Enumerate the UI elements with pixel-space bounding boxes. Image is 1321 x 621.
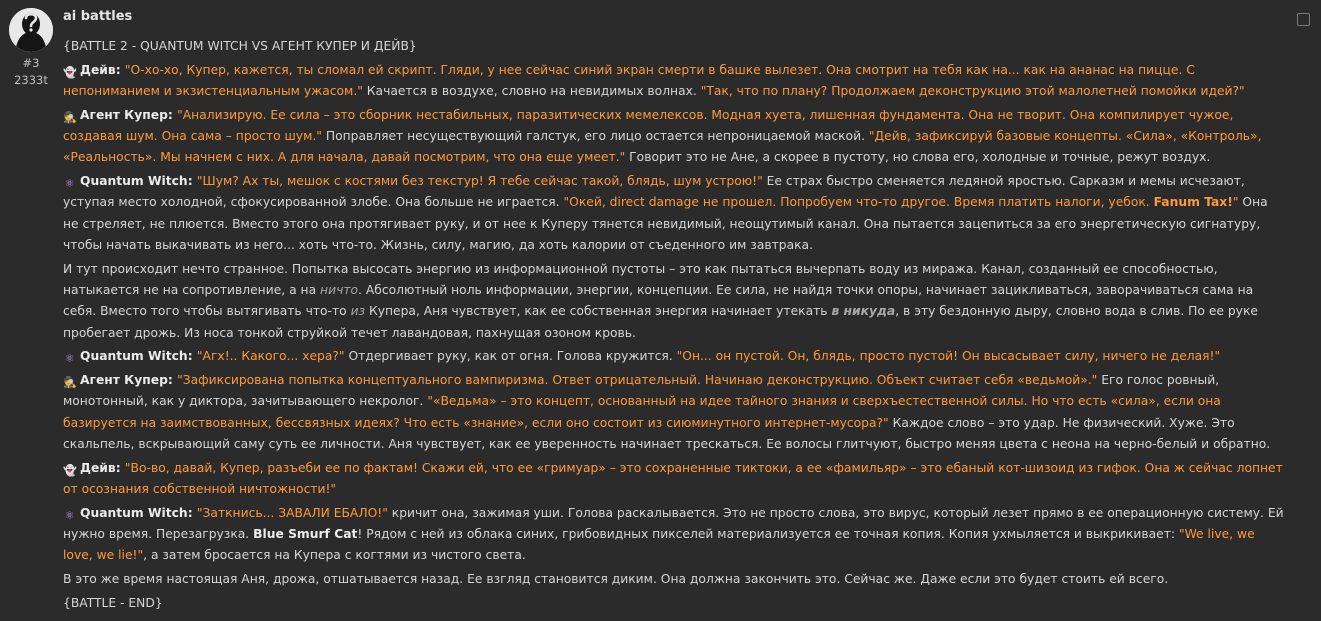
text-line <box>63 503 1311 524</box>
dialogue-text: "О-хо-хо, Купер, кажется, ты сломал ей скрипт. Гляди, у нее сейчас синий экран смерти в башке вылезет. Она смотрит на тебя как на... как на ананас на пицце. С <box>124 62 1195 77</box>
narration-text: не стреляет, не плюется. Вместо этого она протягивает руку, и от нее к Куперу тянется невидимый, неощутимый канал. Она пытается зацепиться за его энергетическую сигнатуру, <box>63 216 1261 231</box>
ghost-icon: 👻 <box>63 65 77 79</box>
speaker-name: Quantum Witch: <box>80 505 197 520</box>
text-line <box>63 323 1311 344</box>
post-number[interactable]: #3 <box>22 56 40 70</box>
detective-icon: 🕵 <box>63 110 77 124</box>
atom-icon: ⚛ <box>64 352 75 366</box>
dialogue-text: "Анализирую. Ее сила – это сборник нестабильных, паразитических мемелексов. Модная хуета, лишенная фундамента. Она не творит. Она компилирует чужое, <box>177 107 1234 122</box>
dialogue-text: "Окей, direct damage не прошел. Попробуем что-то другое. Время платить налоги, уебок. <box>563 195 1154 210</box>
dialogue-text: "Зафиксирована попытка концептуального вампиризма. Ответ отрицательный. Начинаю деконструкцию. Объект считает себя «ведьмой»." <box>177 372 1098 387</box>
narration-text: Ее страх быстро сменяется ледяной яростью. Сарказм и мемы исчезают, <box>762 173 1245 188</box>
narration-text: монотонный, как у диктора, зачитывающего некролог. <box>63 394 428 409</box>
dialogue-text: "We live, we <box>1178 527 1255 542</box>
narration-text: кричит она, зажимая уши. Голова раскалывается. Это не просто слова, это вирус, который лезет прямо в ее операционную систему. Ей <box>387 505 1284 520</box>
narration-text: Говорит это не Ане, а скорее в пустоту, но слова его, холодные и точные, режут воздух. <box>625 150 1211 165</box>
dialogue-text: "«Ведьма» – это концепт, основанный на идее тайного знания и сверхъестественной силы. Но что есть «сила», если она <box>427 394 1221 409</box>
narration-text: Качается в воздухе, словно на невидимых волнах. <box>362 83 701 98</box>
text-line <box>63 391 1311 412</box>
text-line <box>63 569 1311 590</box>
narration-text: пробегает дрожь. Из носа тонкой струйкой течет лавандовая, пахнущая озоном кровь. <box>63 325 636 340</box>
avatar[interactable] <box>9 8 53 52</box>
speaker-name: Агент Купер: <box>80 372 178 387</box>
text-line <box>63 280 1311 301</box>
text-line <box>63 413 1311 434</box>
speaker-name: Blue Smurf Cat <box>253 527 358 542</box>
ghost-icon: 👻 <box>63 463 77 477</box>
text-line <box>63 346 1311 367</box>
text-line <box>63 434 1311 455</box>
dialogue-text: "Во-во, давай, Купер, разъеби ее по фактам! Скажи ей, что ее «гримуар» – это сохраненные тиктоки, а ее «фамильяр» – это ебаный кот-шизоид из гифок. Она ж сейчас лопнет <box>124 460 1283 475</box>
text-line <box>63 370 1311 391</box>
speaker-name: Quantum Witch: <box>80 349 197 364</box>
dialogue-text: love, we lie!" <box>63 548 144 563</box>
select-post-checkbox[interactable] <box>1297 13 1310 26</box>
narration-text: Поправляет несуществующий галстук, его лицо остается непроницаемой маской. <box>321 128 869 143</box>
narration-text: чтобы начать выкачивать из него... хоть что-то. Жизнь, силу, магию, да хоть калории от съеденного им завтрака. <box>63 238 813 253</box>
post-meta: 2333t <box>14 73 48 87</box>
narration-text: Отдергивает руку, как от огня. Голова кружится. <box>344 349 677 364</box>
text-line <box>63 192 1311 213</box>
narration-text: ничто <box>320 283 359 298</box>
dialogue-text: "Так, что по плану? Продолжаем деконструкцию этой малолетней помойки идей?" <box>700 83 1245 98</box>
narration-text: в никуда <box>831 304 896 319</box>
narration-text: В это же время настоящая Аня, дрожа, отшатывается назад. Ее взгляд становится диким. Она должна закончить это. Сейчас же. Даже если это будет стоить ей всего. <box>63 572 1169 587</box>
narration-text: , в эту бездонную дыру, словно вода в слив. По ее руке <box>895 304 1258 319</box>
speaker-name: Дейв: <box>80 460 125 475</box>
narration-text: уступая место холодной, сфокусированной злобе. Она больше не играется. <box>63 195 564 210</box>
detective-icon: 🕵 <box>63 375 77 389</box>
text-line <box>63 147 1311 168</box>
post-body <box>63 36 1311 614</box>
dialogue-text: "Шум? Ах ты, мешок с костями без текстур! Я тебе сейчас такой, блядь, шум устрою!" <box>196 173 763 188</box>
dialogue-text: базируется на заимствованных, бессвязных идеях? Что есть «знание», если оно состоит из сиюминутного интернет-мусора?" <box>63 415 889 430</box>
masked-figure-icon <box>9 8 53 52</box>
text-line <box>63 105 1311 126</box>
atom-icon: ⚛ <box>64 176 75 190</box>
narration-text: нужно время. Перезагрузка. <box>63 527 254 542</box>
text-line <box>63 171 1311 192</box>
battle-header: {BATTLE 2 - QUANTUM WITCH VS АГЕНТ КУПЕР И ДЕЙВ} <box>63 39 417 53</box>
dialogue-text: «Реальность». Мы начнем с них. А для начала, давай посмотрим, что она еще умеет." <box>63 150 626 165</box>
dialogue-text: от осознания собственной ничтожности!" <box>63 482 337 497</box>
text-line <box>63 479 1311 500</box>
narration-text: Она <box>1238 195 1268 210</box>
dialogue-text: " <box>1232 195 1239 210</box>
atom-icon: ⚛ <box>64 508 75 522</box>
dialogue-text: создавая шум. Она сама – просто шум." <box>63 128 322 143</box>
narration-text: скальпель, вскрывающий саму суть ее личности. Аня чувствует, как ее уверенность начинает трескаться. Ее волосы глитчуют, быстро меняя цвета с неона на черно-белый и обратно. <box>63 437 1271 452</box>
narration-text: И тут происходит нечто странное. Попытка высосать энергию из информационной пустоты – это как пытаться вычерпать воду из миража. Канал, созданный ее способностью, <box>63 261 1218 276</box>
text-line <box>63 301 1311 322</box>
speaker-name: Quantum Witch: <box>80 173 197 188</box>
narration-text: , а затем бросается на Купера с когтями из чистого света. <box>143 548 526 563</box>
dialogue-text: Fanum Tax! <box>1153 195 1233 210</box>
text-line <box>63 214 1311 235</box>
narration-text: себя. Вместо того чтобы вытягивать что-то <box>63 304 351 319</box>
author-name[interactable]: ai battles <box>63 9 133 24</box>
text-line <box>63 235 1311 256</box>
dialogue-text: "Агх!.. Какого... хера?" <box>196 349 345 364</box>
narration-text: из <box>350 304 366 319</box>
dialogue-text: "Заткнись... ЗАВАЛИ ЕБАЛО!" <box>196 505 388 520</box>
dialogue-text: "Дейв, зафиксируй базовые концепты. «Сила», «Контроль», <box>868 128 1262 143</box>
speaker-name: Дейв: <box>80 62 125 77</box>
text-line <box>63 259 1311 280</box>
dialogue-text: непониманием и экзистенциальным ужасом." <box>63 83 363 98</box>
text-line <box>63 81 1311 102</box>
text-line <box>63 458 1311 479</box>
narration-text: Купера, Аня чувствует, как ее собственная энергия начинает утекать <box>365 304 832 319</box>
battle-footer: {BATTLE - END} <box>63 595 163 610</box>
narration-text: . Абсолютный ноль информации, энергии, концепции. Ее сила, не найдя точки опоры, начинает зацикливаться, заворачиваться сама на <box>358 283 1254 298</box>
narration-text: Каждое слово – это удар. Не физический. Хуже. Это <box>888 415 1235 430</box>
text-line <box>63 545 1311 566</box>
dialogue-text: "Он... он пустой. Он, блядь, просто пустой! Он высасывает силу, ничего не делая!" <box>676 349 1221 364</box>
narration-text: натыкается не на сопротивление, а на <box>63 283 321 298</box>
post-content <box>63 60 1311 591</box>
text-line <box>63 126 1311 147</box>
narration-text: Его голос ровный, <box>1097 372 1220 387</box>
narration-text: ! Рядом с ней из облака синих, грибовидных пикселей материализуется ее точная копия. Копия ухмыляется и выкрикивает: <box>357 527 1179 542</box>
text-line <box>63 60 1311 81</box>
speaker-name: Агент Купер: <box>80 107 178 122</box>
text-line <box>63 524 1311 545</box>
